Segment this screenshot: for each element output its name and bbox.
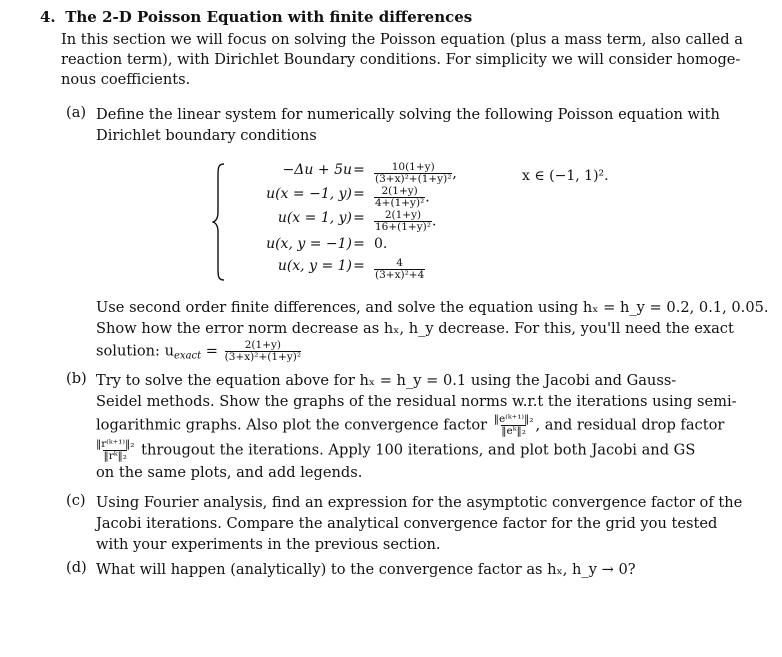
- exact-subscript: exact: [174, 350, 202, 362]
- fraction-numerator: ‖r⁽ᵏ⁺¹⁾‖₂: [96, 438, 135, 450]
- fraction: [374, 210, 432, 233]
- part-d-line: What will happen (analytically) to the convergence factor as hₓ, h_y → 0?: [96, 561, 636, 578]
- equation-row: [222, 162, 642, 186]
- fraction: [374, 162, 452, 185]
- equals-sign: =: [353, 258, 365, 274]
- intro-line: reaction term), with Dirichlet Boundary conditions. For simplicity we will consider homoge-: [61, 51, 741, 68]
- equation-rhs: [374, 186, 430, 209]
- residual-drop-fraction: [96, 439, 134, 462]
- fraction-denominator: ‖rᵏ‖₂: [103, 450, 128, 462]
- exact-equals: =: [201, 342, 223, 360]
- fraction-numerator: 2(1+y): [384, 209, 422, 221]
- part-a-followup-line: Show how the error norm decrease as hₓ, h_y decrease. For this, you'll need the exact: [96, 320, 734, 337]
- part-d-label: (d): [66, 559, 87, 576]
- fraction-numerator: 2(1+y): [244, 339, 282, 351]
- part-b-line: on the same plots, and add legends.: [96, 464, 363, 481]
- equation-row: [222, 210, 642, 234]
- fraction: [374, 186, 425, 209]
- fraction-numerator: ‖e⁽ᵏ⁺¹⁾‖₂: [493, 413, 534, 425]
- convergence-factor-fraction: [494, 414, 534, 437]
- part-a-line: Define the linear system for numerically solving the following Poisson equation with: [96, 106, 720, 123]
- exact-solution-prefix: solution: u: [96, 342, 175, 360]
- equation-rhs: [374, 258, 425, 281]
- part-b-line: Seidel methods. Show the graphs of the residual norms w.r.t the iterations using semi-: [96, 393, 737, 410]
- fraction-denominator: (3+x)²+4: [375, 269, 425, 281]
- equation-lhs: u(x, y = −1): [266, 236, 352, 252]
- part-b-line-text: logarithmic graphs. Also plot the convergence factor: [96, 416, 488, 434]
- part-c-line: Using Fourier analysis, find an expression for the asymptotic convergence factor of the: [96, 494, 743, 511]
- equation-row: [222, 258, 642, 282]
- fraction-numerator: 10(1+y): [391, 161, 435, 173]
- fraction-numerator: 4: [396, 257, 403, 269]
- part-b-line: [96, 413, 725, 437]
- part-c-line: Jacobi iterations. Compare the analytical convergence factor for the grid you tested: [96, 515, 718, 532]
- equals-sign: =: [353, 162, 365, 178]
- part-a-text: [96, 104, 722, 146]
- part-a-label: (a): [66, 104, 87, 121]
- domain-statement: x ∈ (−1, 1)².: [522, 168, 609, 184]
- equation-system: [212, 162, 642, 282]
- intro-paragraph: [61, 30, 743, 90]
- equation-rhs: [374, 162, 457, 185]
- fraction-denominator: ‖eᵏ‖₂: [501, 425, 527, 437]
- equation-lhs: u(x = −1, y): [266, 186, 352, 202]
- equation-lhs: −Δu + 5u: [282, 162, 352, 178]
- equals-sign: =: [353, 236, 365, 252]
- fraction-numerator: 2(1+y): [381, 185, 418, 197]
- fraction-denominator: 4+(1+y)²: [375, 197, 425, 209]
- equation-tail: ,: [452, 165, 457, 182]
- section-number: 4.: [40, 8, 56, 26]
- fraction: [374, 258, 425, 281]
- equals-sign: =: [353, 186, 365, 202]
- equation-row: [222, 236, 642, 260]
- exact-solution-line: [96, 340, 722, 367]
- part-c-text: [96, 492, 743, 555]
- equation-lhs: u(x, y = 1): [277, 258, 352, 274]
- part-b-line-text: througout the iterations. Apply 100 iterations, and plot both Jacobi and GS: [141, 441, 696, 459]
- part-a-followup: [96, 297, 769, 367]
- part-d-text: [96, 559, 722, 580]
- part-c-label: (c): [66, 492, 86, 509]
- equation-tail: .: [431, 213, 437, 230]
- equals-sign: =: [353, 210, 365, 226]
- fraction-denominator: (3+x)²+(1+y)²: [375, 173, 452, 185]
- part-b-text: [96, 370, 737, 483]
- part-b-line-text: , and residual drop factor: [535, 416, 725, 434]
- section-heading: [40, 8, 472, 26]
- equation-tail: .: [425, 189, 430, 206]
- equation-rhs: [374, 210, 436, 233]
- part-b-line: Try to solve the equation above for hₓ = h_y = 0.1 using the Jacobi and Gauss-: [96, 372, 677, 389]
- part-b-label: (b): [66, 370, 87, 387]
- equation-row: [222, 186, 642, 210]
- intro-line: nous coefficients.: [61, 71, 191, 88]
- part-a-line: Dirichlet boundary conditions: [96, 127, 317, 144]
- part-a-followup-line: Use second order finite differences, and solve the equation using hₓ = h_y = 0.2, 0.1, 0.05.: [96, 299, 769, 316]
- part-b-line: [94, 439, 722, 462]
- intro-line: In this section we will focus on solving the Poisson equation (plus a mass term, also called a: [61, 31, 743, 48]
- equation-lhs: u(x = 1, y): [277, 210, 352, 226]
- exact-solution-fraction: [225, 340, 301, 363]
- part-c-line: with your experiments in the previous section.: [96, 536, 441, 553]
- fraction-denominator: 16+(1+y)²: [375, 221, 431, 233]
- section-title: The 2-D Poisson Equation with finite differences: [65, 8, 473, 26]
- fraction-denominator: (3+x)²+(1+y)²: [224, 351, 302, 363]
- equation-rhs: 0.: [374, 236, 388, 252]
